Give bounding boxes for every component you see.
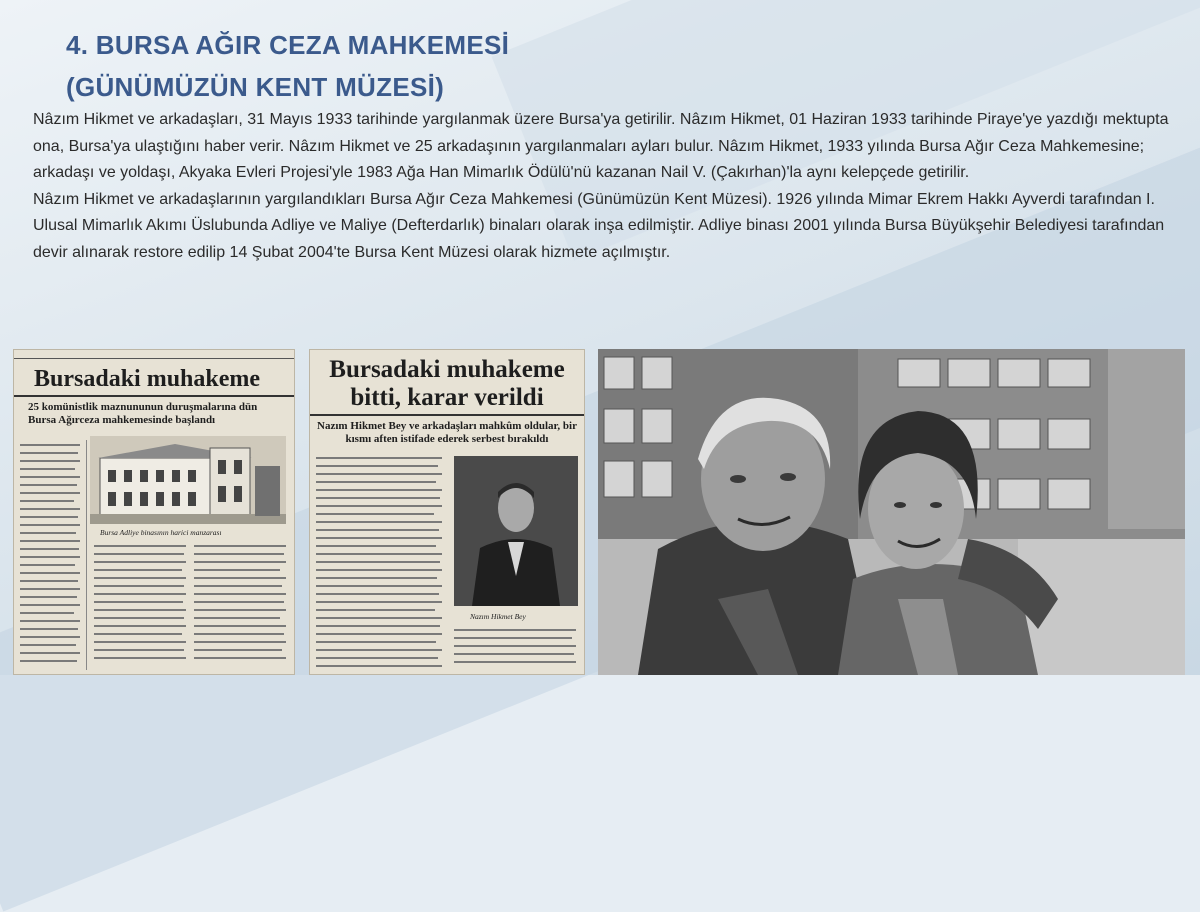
clipping-headline: Bursadaki muhakeme bbox=[14, 359, 294, 397]
clipping-image-caption: Bursa Adliye binasının harici manzarası bbox=[100, 528, 222, 537]
paragraph-1: Nâzım Hikmet ve arkadaşları, 31 Mayıs 1933 tarihinde yargılanmak üzere Bursa'ya getirilir. Nâzım Hikmet, 01 Haziran 1933 tarihinde Piraye'ye yazdığı mektupta ona, Bursa'ya ulaştığını haber verir. Nâzım Hikmet ve 25 arkadaşının yargılanmaları ayları bulur. Nâzım Hikmet, 1933 yılında Bursa Ağır Ceza Mahkemesine; arkadaşı ve yoldaşı, Akyaka Evleri Projesi'yle 1983 Ağa Han Mimarlık Ödülü'nü kazanan Nail V. (Çakırhan)'la aynı kelepçede getirilir. bbox=[33, 111, 1169, 181]
newspaper-clipping-2 bbox=[309, 349, 585, 675]
photograph-graphic bbox=[598, 349, 1185, 675]
courthouse-building-graphic bbox=[90, 436, 286, 524]
couple-photograph bbox=[598, 349, 1185, 675]
slide-title-line1: 4. BURSA AĞIR CEZA MAHKEMESİ bbox=[66, 30, 510, 60]
clipping-text-columns bbox=[94, 542, 286, 670]
nazim-hikmet-portrait bbox=[454, 456, 578, 606]
courthouse-photo bbox=[90, 436, 286, 524]
clipping-image-caption: Nazım Hikmet Bey bbox=[470, 612, 526, 621]
clipping-text-column bbox=[454, 626, 578, 670]
text-lines-graphic bbox=[316, 454, 444, 670]
clipping-subheadline: Nazım Hikmet Bey ve arkadaşları mahkûm oldular, bir kısmı aften istifade ederek serbest bırakıldı bbox=[317, 420, 577, 445]
slide-title-line2: (GÜNÜMÜZÜN KENT MÜZESİ) bbox=[66, 72, 445, 102]
slide-body bbox=[33, 107, 1183, 266]
clipping-subheadline: 25 komünistlik maznununun duruşmalarına dün Bursa Ağırceza mahkemesinde başlandı bbox=[28, 401, 258, 426]
paragraph-2: Nâzım Hikmet ve arkadaşlarının yargılandıkları Bursa Ağır Ceza Mahkemesi (Günümüzün Kent Müzesi). 1926 yılında Mimar Ekrem Hakkı Ayverdi tarafından I. Ulusal Mimarlık Akımı Üslubunda Adliye ve Maliye (Defterdarlık) binaları olarak inşa edilmiştir. Adliye binası 2001 yılında Bursa Büyükşehir Belediyesi tarafından devir alınarak restore edilip 14 Şubat 2004'te Bursa Kent Müzesi olarak hizmete açılmıştır. bbox=[33, 190, 1165, 261]
clipping-text-column bbox=[316, 454, 444, 670]
portrait-graphic bbox=[454, 456, 578, 606]
text-lines-graphic bbox=[20, 440, 82, 670]
clipping-headline: Bursadaki muhakeme bitti, karar verildi bbox=[310, 350, 584, 416]
newspaper-clipping-1 bbox=[13, 349, 295, 675]
text-lines-graphic bbox=[94, 542, 286, 670]
text-lines-graphic bbox=[454, 626, 578, 670]
clipping-masthead-strip bbox=[14, 350, 294, 359]
clipping-text-column bbox=[20, 440, 87, 670]
